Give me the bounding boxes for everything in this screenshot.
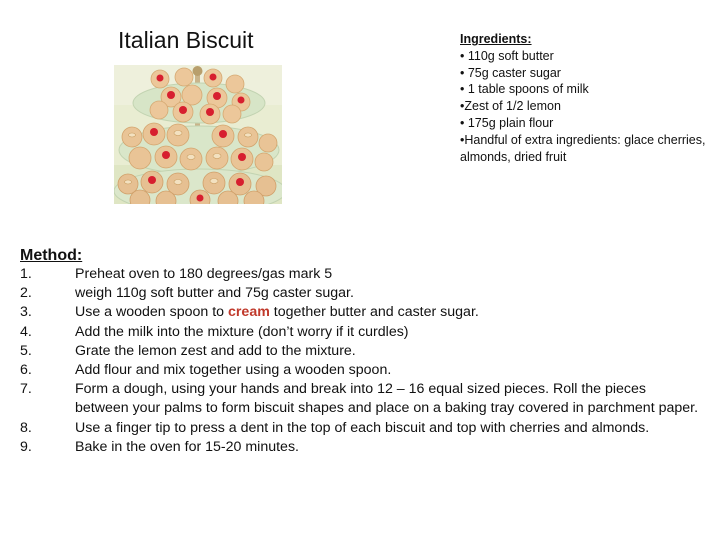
step-text: Preheat oven to 180 degrees/gas mark 5 [75,266,333,282]
method-step [20,284,700,303]
ingredient-item: • 110g soft butter [460,48,554,63]
ingredient-item: •Handful of extra ingredients: glace cherries, almonds, dried fruit [460,132,706,164]
ingredient-item: • 1 table spoons of milk [460,82,589,97]
keyword-cream: cream [228,304,270,321]
method-section [20,247,700,457]
ingredient-item: • 75g caster sugar [460,65,561,80]
step-text-before: Use a wooden spoon to [75,304,229,321]
method-step [20,419,700,438]
step-text [75,303,700,322]
step-number: 8. [20,419,32,436]
method-step [20,265,700,284]
step-text: Grate the lemon zest and add to the mixture. [75,342,356,359]
ingredient-item: •Zest of 1/2 lemon [460,99,561,114]
step-text: weigh 110g soft butter and 75g caster sugar. [75,285,354,302]
biscuits-photo [114,65,282,204]
step-text: Use a finger tip to press a dent in the top of each biscuit and top with cherries and almonds. [75,419,650,436]
step-number: 5. [20,342,32,359]
step-text: Form a dough, using your hands and break into 12 – 16 equal sized pieces. Roll the pieces between your palms to form biscuit shapes and place on a baking tray covered in parchment paper. [75,381,699,417]
step-number: 7. [20,381,32,398]
ingredients-list [460,48,710,166]
method-heading: Method: [20,247,83,264]
method-step [20,342,700,361]
step-number: 6. [20,362,32,379]
step-number: 1. [20,266,32,282]
method-step [20,380,700,418]
step-number: 4. [20,323,32,340]
method-step [20,323,700,342]
step-text: Add the milk into the mixture (don’t worry if it curdles) [75,323,409,340]
step-number: 9. [20,438,32,455]
ingredients-panel [460,31,710,165]
ingredients-heading: Ingredients: [460,32,532,46]
page-title: Italian Biscuit [118,27,254,53]
method-step [20,438,700,457]
step-number: 2. [20,285,32,302]
method-step [20,303,700,322]
step-text-after: together butter and caster sugar. [269,304,479,321]
step-text: Bake in the oven for 15-20 minutes. [75,438,299,455]
step-text: Add flour and mix together using a wooden spoon. [75,362,392,379]
method-step [20,361,700,380]
ingredient-item: • 175g plain flour [460,115,554,130]
biscuit-stand-image [114,65,282,204]
step-number: 3. [20,304,32,321]
